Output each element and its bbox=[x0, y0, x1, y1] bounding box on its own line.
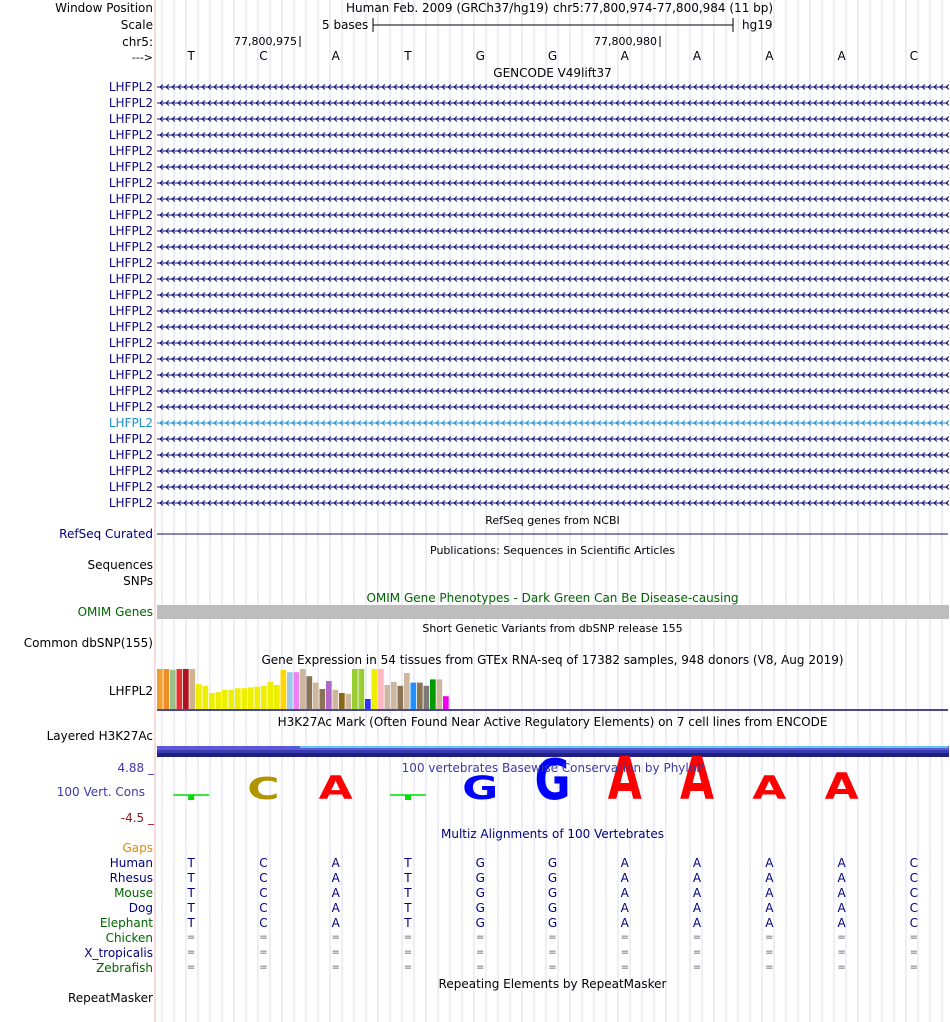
alignment-base: = bbox=[837, 947, 846, 958]
transcript-row[interactable] bbox=[157, 229, 949, 234]
base-letter: A bbox=[837, 49, 846, 63]
transcript-label[interactable]: LHFPL2 bbox=[108, 448, 153, 462]
alignment-base: A bbox=[692, 871, 702, 885]
species-label[interactable]: Elephant bbox=[99, 916, 153, 930]
alignment-base: = bbox=[765, 947, 774, 958]
gtex-bar[interactable] bbox=[307, 676, 313, 709]
phylop-title[interactable]: 100 vertebrates Basewise Conservation by PhyloP bbox=[401, 761, 704, 775]
transcript-row[interactable] bbox=[157, 437, 949, 442]
base-letter: T bbox=[404, 49, 412, 63]
transcript-label[interactable]: LHFPL2 bbox=[108, 224, 153, 238]
publications-title[interactable]: Publications: Sequences in Scientific Articles bbox=[430, 544, 675, 557]
alignment-base: A bbox=[331, 901, 340, 915]
species-label[interactable]: Mouse bbox=[114, 886, 153, 900]
h3k27ac-title[interactable]: H3K27Ac Mark (Often Found Near Active Regulatory Elements) on 7 cell lines from ENCODE bbox=[277, 715, 828, 729]
alignment-base: = bbox=[259, 947, 268, 958]
phylop-glyph: A bbox=[607, 745, 642, 814]
gtex-bar[interactable] bbox=[391, 682, 397, 709]
alignment-base: A bbox=[331, 871, 340, 885]
transcript-row[interactable] bbox=[157, 277, 949, 282]
phylop-glyph: A bbox=[824, 765, 859, 809]
alignment-base: A bbox=[620, 871, 629, 885]
alignment-base: A bbox=[765, 856, 774, 870]
alignment-base: T bbox=[187, 901, 195, 915]
refseq-track-label[interactable]: RefSeq Curated bbox=[59, 527, 153, 541]
transcript-label[interactable]: LHFPL2 bbox=[108, 240, 153, 254]
phylop-glyph bbox=[188, 795, 194, 800]
transcript-label[interactable]: LHFPL2 bbox=[108, 480, 153, 494]
transcript-row[interactable] bbox=[157, 133, 949, 138]
transcript-label[interactable]: LHFPL2 bbox=[108, 416, 153, 430]
gtex-bar[interactable] bbox=[281, 670, 287, 709]
gtex-bar[interactable] bbox=[385, 685, 391, 709]
alignment-base: A bbox=[620, 901, 629, 915]
alignment-base: = bbox=[403, 932, 413, 943]
alignment-base: A bbox=[765, 901, 774, 915]
transcript-row[interactable] bbox=[157, 485, 949, 490]
alignment-base: A bbox=[765, 886, 774, 900]
alignment-base: C bbox=[259, 886, 268, 900]
alignment-base: C bbox=[909, 886, 919, 900]
alignment-base: = bbox=[331, 947, 340, 958]
transcript-label[interactable]: LHFPL2 bbox=[108, 112, 153, 126]
gtex-bar[interactable] bbox=[209, 693, 215, 709]
transcript-row[interactable] bbox=[157, 453, 949, 458]
base-letter: G bbox=[475, 49, 485, 63]
alignment-base: A bbox=[331, 916, 340, 930]
transcript-label[interactable]: LHFPL2 bbox=[108, 352, 153, 366]
transcript-row[interactable] bbox=[157, 85, 949, 90]
transcript-row[interactable] bbox=[157, 213, 949, 218]
alignment-base: = bbox=[837, 932, 846, 943]
alignment-base: = bbox=[909, 962, 919, 973]
transcript-label[interactable]: LHFPL2 bbox=[108, 128, 153, 142]
alignment-base: A bbox=[765, 916, 774, 930]
db-text: hg19 bbox=[742, 18, 773, 32]
alignment-base: T bbox=[404, 886, 412, 900]
gtex-bar[interactable] bbox=[424, 686, 430, 709]
gtex-bar[interactable] bbox=[248, 687, 254, 709]
species-label[interactable]: Dog bbox=[128, 901, 153, 915]
alignment-base: = bbox=[837, 962, 846, 973]
alignment-base: = bbox=[259, 962, 268, 973]
alignment-base: T bbox=[187, 856, 195, 870]
gtex-bar[interactable] bbox=[255, 687, 261, 709]
transcript-row[interactable] bbox=[157, 293, 949, 298]
dbsnp-title[interactable]: Short Genetic Variants from dbSNP release 155 bbox=[422, 622, 683, 635]
alignment-base: A bbox=[692, 916, 702, 930]
alignment-base: T bbox=[404, 916, 412, 930]
alignment-base: = bbox=[765, 962, 774, 973]
alignment-base: G bbox=[475, 871, 485, 885]
gtex-bar[interactable] bbox=[313, 683, 319, 709]
alignment-base: A bbox=[692, 886, 702, 900]
transcript-row[interactable] bbox=[157, 101, 949, 106]
species-label[interactable]: Rhesus bbox=[109, 871, 153, 885]
gtex-bar[interactable] bbox=[274, 685, 280, 709]
alignment-base: = bbox=[476, 962, 485, 973]
base-letter: G bbox=[547, 49, 558, 63]
alignment-base: = bbox=[186, 932, 196, 943]
alignment-base: = bbox=[620, 932, 629, 943]
alignment-base: = bbox=[403, 947, 413, 958]
transcript-label[interactable]: LHFPL2 bbox=[108, 80, 153, 94]
transcript-row[interactable] bbox=[157, 309, 949, 314]
transcript-label[interactable]: LHFPL2 bbox=[108, 304, 153, 318]
alignment-base: A bbox=[331, 856, 340, 870]
transcript-row[interactable] bbox=[157, 181, 949, 186]
transcript-row[interactable] bbox=[157, 117, 949, 122]
alignment-base: C bbox=[909, 916, 919, 930]
gtex-bar[interactable] bbox=[333, 690, 339, 709]
alignment-base: A bbox=[692, 901, 702, 915]
gencode-transcripts[interactable] bbox=[157, 85, 949, 506]
transcript-label[interactable]: LHFPL2 bbox=[108, 368, 153, 382]
gtex-bar[interactable] bbox=[411, 683, 417, 709]
alignment-base: T bbox=[187, 886, 195, 900]
gtex-bar[interactable] bbox=[190, 669, 196, 709]
alignment-base: = bbox=[620, 962, 629, 973]
dbsnp-track-label[interactable]: Common dbSNP(155) bbox=[23, 636, 153, 650]
sequences-track-label[interactable]: Sequences bbox=[87, 558, 153, 572]
alignment-base: = bbox=[548, 962, 557, 973]
alignment-base: = bbox=[548, 932, 557, 943]
gtex-bar[interactable] bbox=[164, 669, 170, 709]
alignment-base: A bbox=[331, 886, 340, 900]
alignment-base: = bbox=[476, 932, 485, 943]
window-position-label: Window Position bbox=[55, 1, 153, 15]
repeatmasker-track-label[interactable]: RepeatMasker bbox=[67, 991, 153, 1005]
gtex-bar[interactable] bbox=[183, 669, 189, 709]
alignment-base: C bbox=[259, 916, 268, 930]
alignment-base: C bbox=[259, 856, 268, 870]
multiz-title[interactable]: Multiz Alignments of 100 Vertebrates bbox=[440, 827, 665, 841]
species-label[interactable]: Human bbox=[109, 856, 153, 870]
alignment-base: A bbox=[837, 901, 846, 915]
coord-label-2: 77,800,980 bbox=[594, 35, 657, 48]
transcript-label[interactable]: LHFPL2 bbox=[108, 400, 153, 414]
alignment-base: = bbox=[403, 962, 413, 973]
gtex-bar[interactable] bbox=[177, 669, 183, 709]
alignment-base: C bbox=[909, 871, 919, 885]
alignment-base: A bbox=[620, 916, 629, 930]
gtex-bar[interactable] bbox=[346, 694, 352, 709]
scale-bar bbox=[373, 18, 733, 32]
phylop-ymin-label: -4.5 _ bbox=[120, 811, 154, 825]
alignment-base: G bbox=[547, 886, 558, 900]
transcript-label[interactable]: LHFPL2 bbox=[108, 384, 153, 398]
gtex-bar[interactable] bbox=[359, 669, 365, 709]
alignment-base: G bbox=[547, 901, 558, 915]
gtex-bar[interactable] bbox=[417, 683, 423, 709]
alignment-base: A bbox=[765, 871, 774, 885]
gaps-label: Gaps bbox=[122, 841, 153, 855]
base-letter: A bbox=[331, 49, 340, 63]
alignment-base: A bbox=[837, 856, 846, 870]
gtex-bar[interactable] bbox=[157, 669, 163, 709]
transcript-row[interactable] bbox=[157, 165, 949, 170]
phylop-glyph: A bbox=[680, 745, 715, 814]
transcript-row[interactable] bbox=[157, 261, 949, 266]
transcript-label[interactable]: LHFPL2 bbox=[108, 496, 153, 510]
phylop-glyph: G bbox=[534, 746, 571, 813]
gtex-bar[interactable] bbox=[294, 672, 300, 709]
gtex-bar[interactable] bbox=[365, 699, 371, 709]
gtex-bar[interactable] bbox=[320, 689, 326, 709]
alignment-base: = bbox=[259, 932, 268, 943]
gtex-bar[interactable] bbox=[378, 669, 384, 709]
transcript-row[interactable] bbox=[157, 149, 949, 154]
alignment-base: A bbox=[837, 916, 846, 930]
alignment-base: = bbox=[692, 962, 702, 973]
gtex-bar[interactable] bbox=[300, 669, 306, 709]
transcript-label[interactable]: LHFPL2 bbox=[108, 288, 153, 302]
transcript-label[interactable]: LHFPL2 bbox=[108, 96, 153, 110]
phylop-glyph: C bbox=[247, 771, 280, 807]
alignment-base: G bbox=[475, 856, 485, 870]
gtex-bar[interactable] bbox=[242, 688, 248, 709]
strand-label: ---> bbox=[131, 51, 153, 64]
gtex-bar[interactable] bbox=[352, 669, 358, 709]
transcript-label[interactable]: LHFPL2 bbox=[108, 256, 153, 270]
alignment-base: T bbox=[187, 916, 195, 930]
transcript-row[interactable] bbox=[157, 405, 949, 410]
base-letter: T bbox=[187, 49, 195, 63]
alignment-base: G bbox=[547, 916, 558, 930]
alignment-base: = bbox=[620, 947, 629, 958]
transcript-label[interactable]: LHFPL2 bbox=[108, 464, 153, 478]
gtex-bar[interactable] bbox=[430, 679, 436, 709]
gtex-bar[interactable] bbox=[339, 693, 345, 709]
base-letter: C bbox=[259, 49, 268, 63]
alignment-base: = bbox=[909, 932, 919, 943]
base-letter: A bbox=[692, 49, 702, 63]
gtex-bar[interactable] bbox=[170, 670, 176, 709]
transcript-row[interactable] bbox=[157, 389, 949, 394]
transcript-row[interactable] bbox=[157, 501, 949, 506]
alignment-base: = bbox=[186, 947, 196, 958]
phylop-track-label[interactable]: 100 Vert. Cons bbox=[56, 785, 145, 799]
transcript-row[interactable] bbox=[157, 421, 949, 426]
gtex-bar[interactable] bbox=[229, 690, 235, 709]
alignment-base: = bbox=[331, 932, 340, 943]
alignment-base: = bbox=[186, 962, 196, 973]
alignment-base: T bbox=[404, 871, 412, 885]
base-letter: A bbox=[765, 49, 774, 63]
phylop-glyph: G bbox=[462, 769, 499, 808]
phylop-glyph: A bbox=[752, 769, 787, 808]
alignment-base: A bbox=[620, 886, 629, 900]
alignment-base: G bbox=[475, 886, 485, 900]
gtex-bar[interactable] bbox=[398, 686, 404, 709]
transcript-row[interactable] bbox=[157, 357, 949, 362]
alignment-base: = bbox=[765, 932, 774, 943]
alignment-base: C bbox=[909, 901, 919, 915]
alignment-base: = bbox=[692, 947, 702, 958]
scale-text: 5 bases bbox=[322, 18, 369, 32]
transcript-label[interactable]: LHFPL2 bbox=[108, 160, 153, 174]
alignment-base: C bbox=[259, 871, 268, 885]
alignment-base: C bbox=[909, 856, 919, 870]
refseq-title[interactable]: RefSeq genes from NCBI bbox=[485, 514, 620, 527]
species-label[interactable]: Chicken bbox=[105, 931, 153, 945]
transcript-label[interactable]: LHFPL2 bbox=[108, 144, 153, 158]
transcript-label[interactable]: LHFPL2 bbox=[108, 176, 153, 190]
gtex-gene-label[interactable]: LHFPL2 bbox=[108, 684, 153, 698]
gtex-bar[interactable] bbox=[216, 692, 222, 709]
alignment-base: = bbox=[548, 947, 557, 958]
chrom-label: chr5: bbox=[122, 35, 153, 49]
gtex-bar[interactable] bbox=[196, 684, 202, 709]
alignment-base: C bbox=[259, 901, 268, 915]
transcript-row[interactable] bbox=[157, 341, 949, 346]
transcript-label[interactable]: LHFPL2 bbox=[108, 432, 153, 446]
transcript-row[interactable] bbox=[157, 197, 949, 202]
alignment-base: A bbox=[837, 871, 846, 885]
transcript-row[interactable] bbox=[157, 245, 949, 250]
transcript-row[interactable] bbox=[157, 373, 949, 378]
transcript-label[interactable]: LHFPL2 bbox=[108, 208, 153, 222]
transcript-label[interactable]: LHFPL2 bbox=[108, 336, 153, 350]
gencode-title[interactable]: GENCODE V49lift37 bbox=[493, 66, 612, 80]
species-label[interactable]: X_tropicalis bbox=[84, 946, 153, 960]
alignment-base: A bbox=[620, 856, 629, 870]
alignment-base: G bbox=[475, 901, 485, 915]
alignment-base: A bbox=[692, 856, 702, 870]
alignment-base: = bbox=[692, 932, 702, 943]
alignment-base: G bbox=[475, 916, 485, 930]
snps-track-label[interactable]: SNPs bbox=[123, 574, 153, 588]
gtex-bar[interactable] bbox=[443, 696, 449, 709]
transcript-label[interactable]: LHFPL2 bbox=[108, 272, 153, 286]
transcript-label[interactable]: LHFPL2 bbox=[108, 320, 153, 334]
coord-label-1: 77,800,975 bbox=[234, 35, 297, 48]
scale-label: Scale bbox=[120, 18, 153, 32]
base-letter: A bbox=[620, 49, 629, 63]
gtex-bar[interactable] bbox=[203, 686, 209, 709]
phylop-glyph: A bbox=[318, 769, 353, 808]
phylop-glyph bbox=[405, 795, 411, 800]
transcript-label[interactable]: LHFPL2 bbox=[108, 192, 153, 206]
alignment-base: = bbox=[909, 947, 919, 958]
alignment-base: G bbox=[547, 856, 558, 870]
gtex-bar[interactable] bbox=[268, 682, 274, 709]
gtex-bar[interactable] bbox=[222, 690, 228, 709]
gtex-bar[interactable] bbox=[326, 681, 332, 709]
alignment-base: A bbox=[837, 886, 846, 900]
omim-track-label[interactable]: OMIM Genes bbox=[77, 605, 153, 619]
assembly-text: Human Feb. 2009 (GRCh37/hg19) bbox=[346, 1, 549, 15]
repeatmasker-title[interactable]: Repeating Elements by RepeatMasker bbox=[438, 977, 667, 991]
omim-title[interactable]: OMIM Gene Phenotypes - Dark Green Can Be Disease-causing bbox=[366, 591, 739, 605]
alignment-base: G bbox=[547, 871, 558, 885]
gtex-bar[interactable] bbox=[287, 672, 293, 709]
phylop-ymax-label: 4.88 _ bbox=[117, 761, 154, 775]
position-text: chr5:77,800,974-77,800,984 (11 bp) bbox=[553, 1, 774, 15]
alignment-base: T bbox=[187, 871, 195, 885]
gtex-title[interactable]: Gene Expression in 54 tissues from GTEx RNA-seq of 17382 samples, 948 donors (V8, Aug 2019) bbox=[261, 653, 844, 667]
transcript-row[interactable] bbox=[157, 469, 949, 474]
gtex-bar[interactable] bbox=[235, 688, 241, 709]
alignment-base: T bbox=[404, 901, 412, 915]
species-label[interactable]: Zebrafish bbox=[96, 961, 153, 975]
gtex-bar[interactable] bbox=[261, 686, 267, 709]
alignment-base: = bbox=[331, 962, 340, 973]
gtex-bar[interactable] bbox=[437, 679, 443, 709]
gtex-bar[interactable] bbox=[372, 669, 378, 709]
gtex-bar-chart[interactable] bbox=[157, 669, 449, 709]
omim-gene-bar[interactable] bbox=[157, 605, 949, 619]
alignment-base: T bbox=[404, 856, 412, 870]
alignment-base: = bbox=[476, 947, 485, 958]
h3k27ac-track-label[interactable]: Layered H3K27Ac bbox=[46, 729, 153, 743]
transcript-row[interactable] bbox=[157, 325, 949, 330]
gtex-bar[interactable] bbox=[404, 673, 410, 709]
base-letter: C bbox=[909, 49, 919, 63]
